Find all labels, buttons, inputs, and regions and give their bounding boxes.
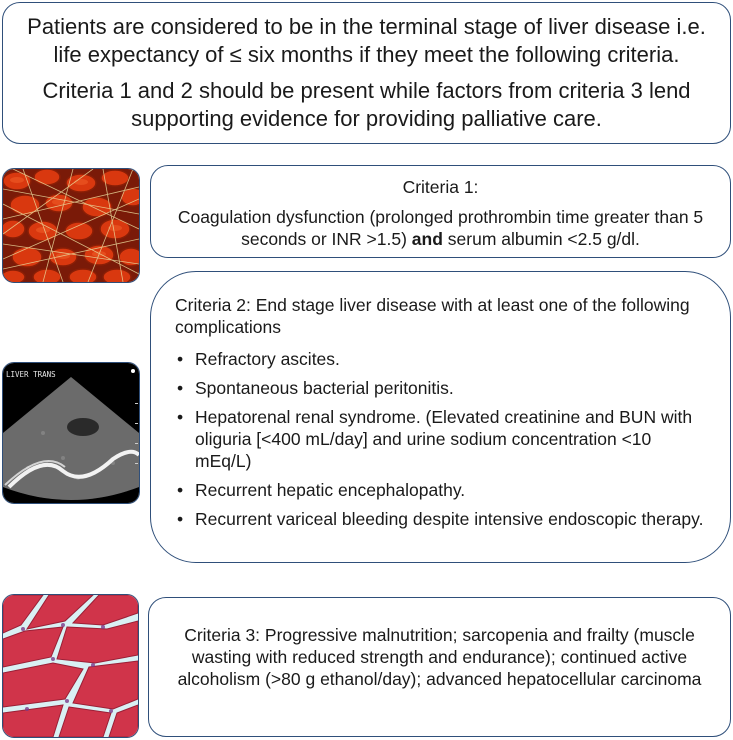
criteria-1-text-bold: and [411,229,443,249]
criteria-1-title: Criteria 1: [402,177,479,197]
criteria-2-box [150,271,731,563]
blood-clot-image [2,168,140,283]
criteria-1-text-b: serum albumin <2.5 g/dl. [442,229,640,249]
list-item: • Recurrent variceal bleeding despite intensive endoscopic therapy. [175,508,710,530]
ultrasound-label: LIVER TRANS [6,370,56,379]
intro-box [2,2,731,144]
list-item: • Refractory ascites. [175,348,710,370]
criteria-2-title: Criteria 2: End stage liver disease with at least one of the following complications [175,295,690,337]
list-item: • Hepatorenal renal syndrome. (Elevated creatinine and BUN with oliguria [<400 mL/day] and urine sodium concentration <10 mEq/L) [175,406,710,472]
intro-line-2: Criteria 1 and 2 should be present while factors from criteria 3 lend supporting evidence for providing palliative care. [42,78,691,131]
criteria-3-body: Criteria 3: Progressive malnutrition; sarcopenia and frailty (muscle wasting with reduced strength and endurance); continued active alcoholism (>80 g ethanol/day); advanced hepatocellular carcinoma [177,625,702,689]
criteria-1-text-a: Coagulation dysfunction (prolonged prothrombin time greater than 5 seconds or INR >1.5) [177,207,704,249]
list-item: • Recurrent hepatic encephalopathy. [175,479,710,501]
criteria-2-list [175,348,710,530]
criteria-1-body [165,206,716,250]
muscle-histology-image [2,594,139,738]
list-item: • Spontaneous bacterial peritonitis. [175,377,710,399]
criteria-1-box [150,165,731,258]
intro-line-1: Patients are considered to be in the terminal stage of liver disease i.e. life expectancy of ≤ six months if they meet the following criteria. [27,14,706,67]
liver-ultrasound-image [2,362,140,504]
criteria-3-box [148,597,731,737]
